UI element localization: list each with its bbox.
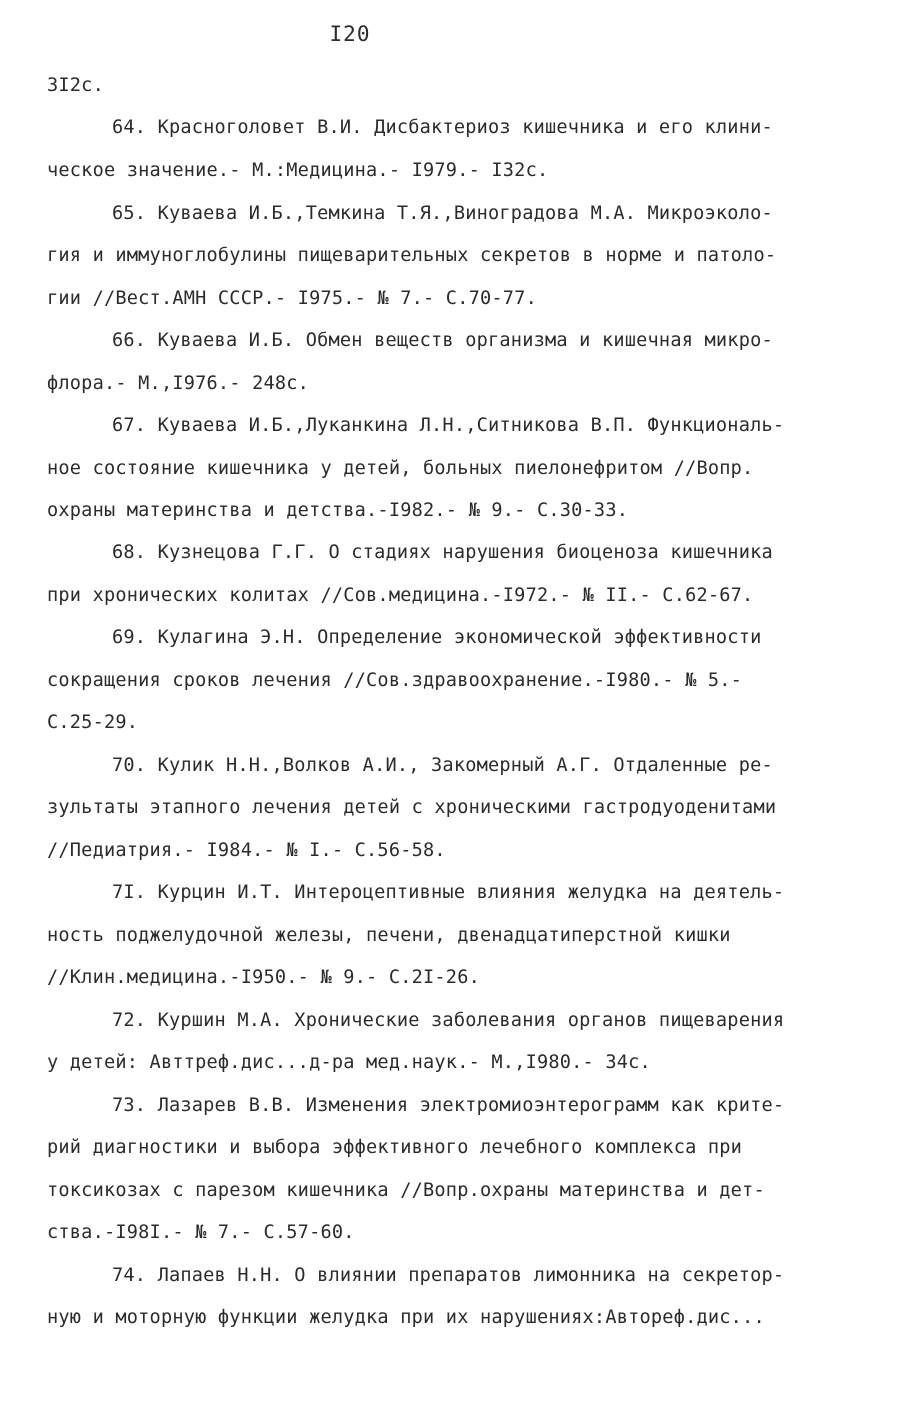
text-line: 72. Куршин М.А. Хронические заболевания органов пищеварения [112,1010,785,1031]
text-line: 67. Куваева И.Б.,Луканкина Л.Н.,Ситникова В.П. Функциональ- [112,415,785,436]
text-line: ства.-I98I.- № 7.- С.57-60. [47,1222,355,1243]
text-line: 3I2c. [47,75,104,96]
text-line: флора.- М.,I976.- 248с. [47,373,310,394]
text-line: охраны материнства и детства.-I982.- № 9.- С.30-33. [47,500,629,521]
text-line: токсикозах с парезом кишечника //Вопр.охраны материнства и дет- [47,1180,765,1201]
text-line: 73. Лазарев В.В. Изменения электромиоэнтерограмм как крите- [112,1095,785,1116]
text-line: 65. Куваева И.Б.,Темкина Т.Я.,Виноградова М.А. Микроэколо- [112,203,773,224]
text-line: гия и иммуноглобулины пищеварительных секретов в норме и патоло- [47,245,777,266]
text-line: ческое значение.- М.:Медицина.- I979.- I32с. [47,160,549,181]
text-line: ную и моторную функции желудка при их нарушениях:Автореф.дис... [47,1307,765,1328]
text-line: 69. Кулагина Э.Н. Определение экономической эффективности [112,627,762,648]
text-line: //Педиатрия.- I984.- № I.- С.56-58. [47,840,446,861]
text-line: рий диагностики и выбора эффективного лечебного комплекса при [47,1137,743,1158]
text-line: при хронических колитах //Сов.медицина.-I972.- № II.- С.62-67. [47,585,754,606]
text-line: у детей: Авттреф.дис...д-ра мед.наук.- М.,I980.- 34с. [47,1052,651,1073]
text-line: гии //Вест.АМН СССР.- I975.- № 7.- С.70-77. [47,288,537,309]
text-line: 74. Лапаев Н.Н. О влиянии препаратов лимонника на секретор- [112,1265,785,1286]
text-line: 68. Кузнецова Г.Г. О стадиях нарушения биоценоза кишечника [112,542,773,563]
text-line: зультаты этапного лечения детей с хроническими гастродуоденитами [47,797,777,818]
text-line: 66. Куваева И.Б. Обмен веществ организма и кишечная микро- [112,330,773,351]
text-line: ность поджелудочной железы, печени, двенадцатиперстной кишки [47,925,731,946]
page-number: I20 [329,22,371,46]
text-line: 7I. Курцин И.Т. Интероцептивные влияния желудка на деятель- [112,882,785,903]
text-line: 64. Красноголовет В.И. Дисбактериоз кишечника и его клини- [112,117,773,138]
text-line: 70. Кулик Н.Н.,Волков А.И., Закомерный А.Г. Отдаленные ре- [112,755,773,776]
text-line: С.25-29. [47,712,139,733]
text-line: сокращения сроков лечения //Сов.здравоохранение.-I980.- № 5.- [47,670,743,691]
text-line: ное состояние кишечника у детей, больных пиелонефритом //Вопр. [47,458,754,479]
text-line: //Клин.медицина.-I950.- № 9.- С.2I-26. [47,967,480,988]
